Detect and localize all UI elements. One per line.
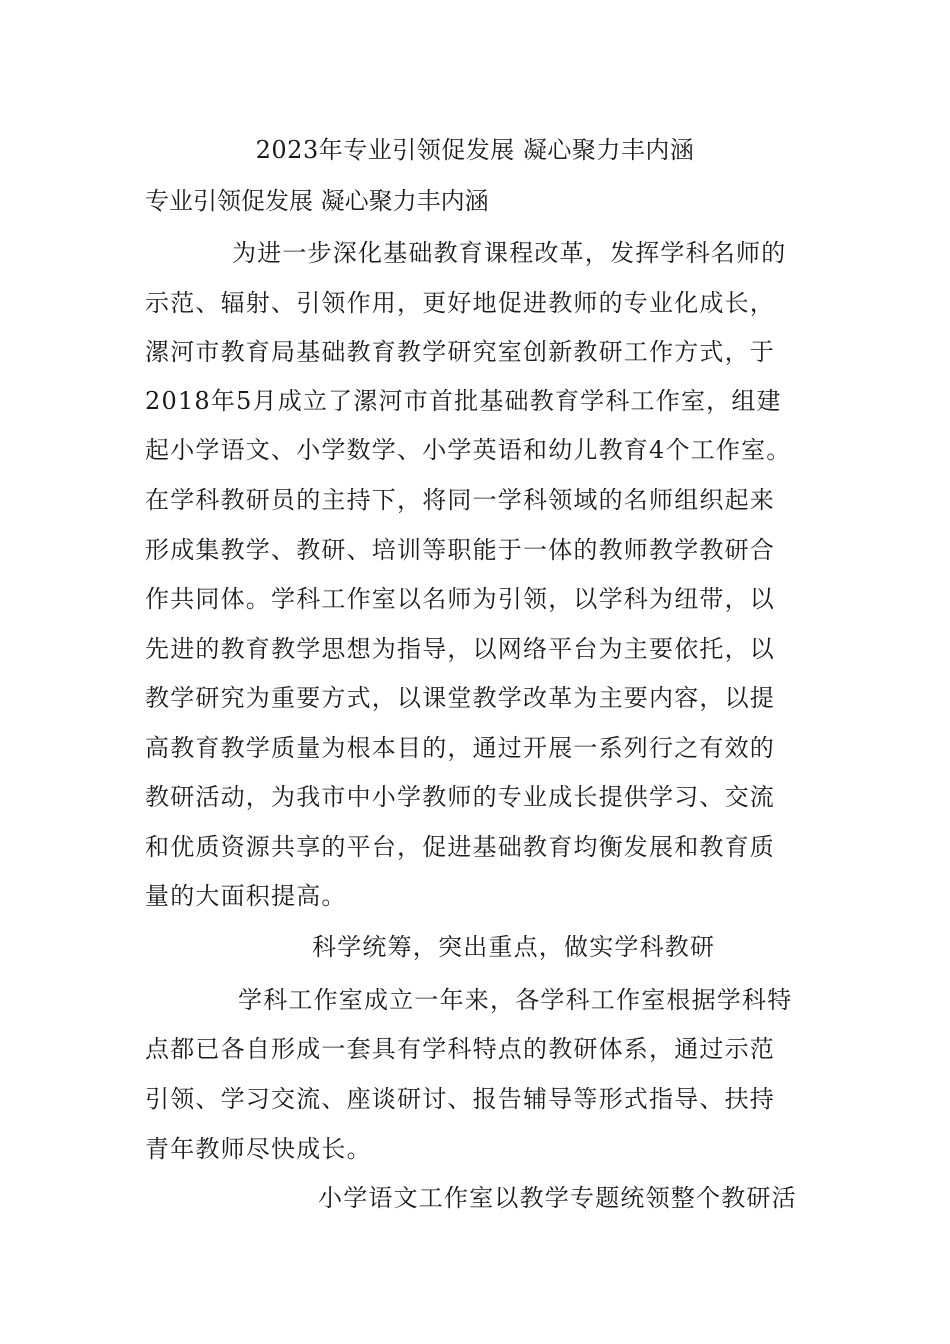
paragraph-line: 为进一步深化基础教育课程改革，发挥学科名师的 <box>232 239 787 267</box>
paragraph-line: 起小学语文、小学数学、小学英语和幼儿教育4个工作室。 <box>145 436 792 464</box>
paragraph-line: 小学语文工作室以教学专题统领整个教研活 <box>318 1184 797 1212</box>
paragraph-line: 先进的教育教学思想为指导，以网络平台为主要依托，以 <box>145 635 775 663</box>
paragraph-line: 量的大面积提高。 <box>145 882 347 910</box>
paragraph-line: 示范、辐射、引领作用，更好地促进教师的专业化成长， <box>145 289 775 317</box>
paragraph-line: 高教育教学质量为根本目的，通过开展一系列行之有效的 <box>145 734 775 762</box>
section-heading: 科学统筹，突出重点，做实学科教研 <box>312 933 716 961</box>
paragraph-line: 和优质资源共享的平台，促进基础教育均衡发展和教育质 <box>145 833 775 861</box>
paragraph-line: 教研活动，为我市中小学教师的专业成长提供学习、交流 <box>145 783 775 811</box>
paragraph-line: 形成集教学、教研、培训等职能于一体的教师教学教研合 <box>145 536 775 564</box>
paragraph-line: 点都已各自形成一套具有学科特点的教研体系，通过示范 <box>145 1035 775 1063</box>
paragraph-line: 学科工作室成立一年来，各学科工作室根据学科特 <box>238 986 793 1014</box>
document-title: 2023年专业引领促发展 凝心聚力丰内涵 <box>255 136 695 164</box>
paragraph-line: 引领、学习交流、座谈研讨、报告辅导等形式指导、扶持 <box>145 1085 775 1113</box>
paragraph-line: 教学研究为重要方式，以课堂教学改革为主要内容，以提 <box>145 684 775 712</box>
document-subtitle: 专业引领促发展 凝心聚力丰内涵 <box>145 187 489 215</box>
paragraph-line: 青年教师尽快成长。 <box>145 1135 372 1163</box>
paragraph-line: 2018年5月成立了漯河市首批基础教育学科工作室，组建 <box>145 387 782 415</box>
paragraph-line: 在学科教研员的主持下，将同一学科领域的名师组织起来 <box>145 486 775 514</box>
paragraph-line: 作共同体。学科工作室以名师为引领，以学科为纽带，以 <box>145 585 775 613</box>
paragraph-line: 漯河市教育局基础教育教学研究室创新教研工作方式，于 <box>145 338 775 366</box>
